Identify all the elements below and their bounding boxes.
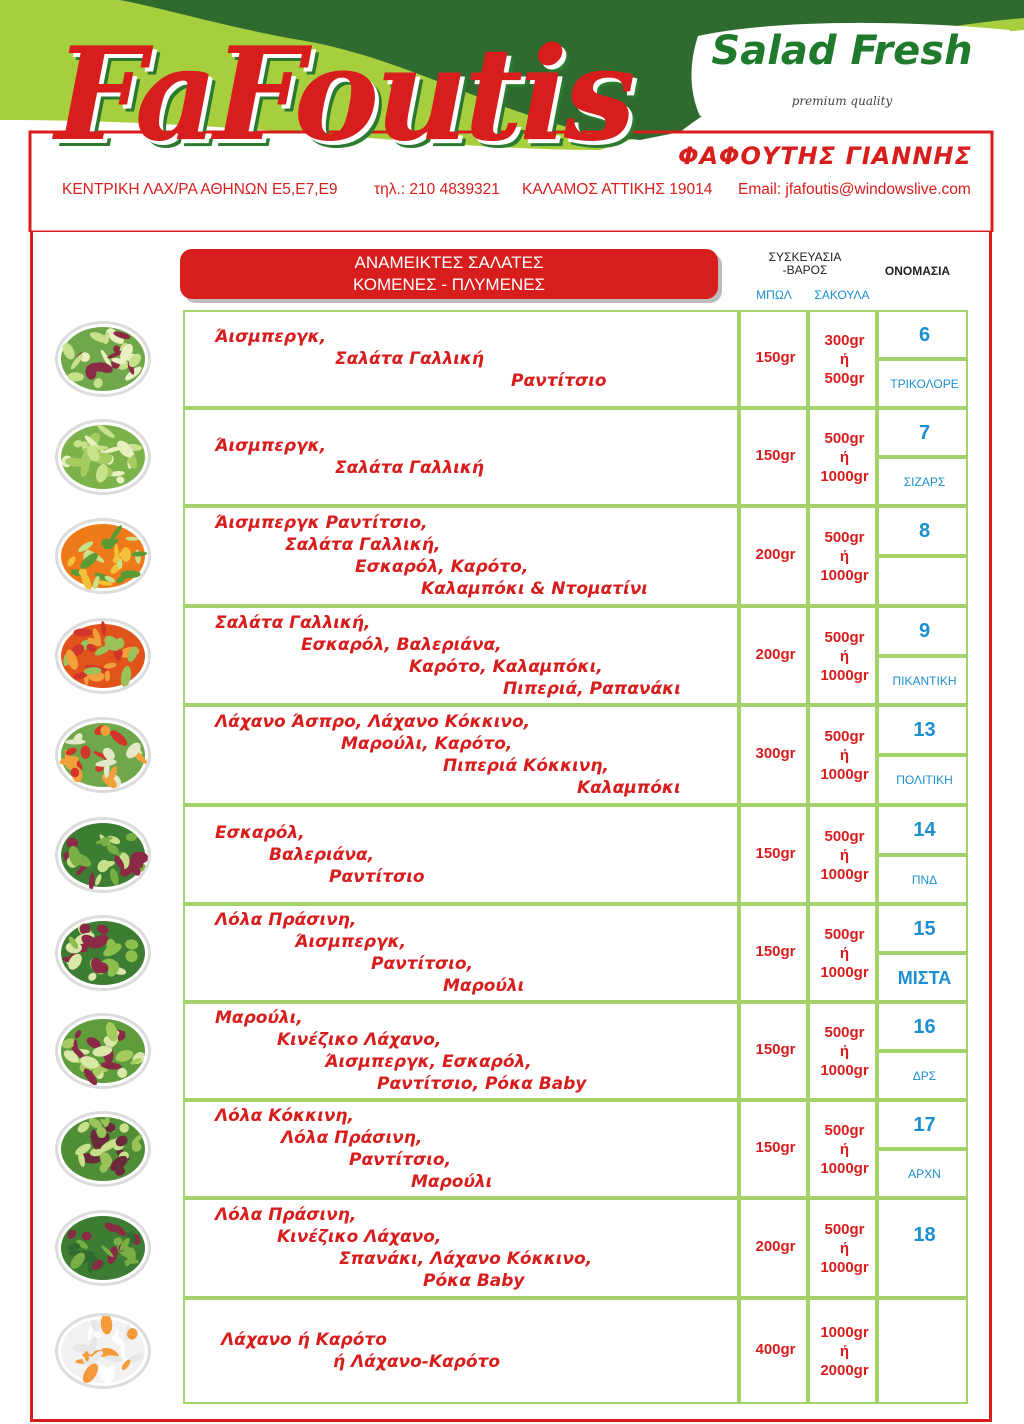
salad-row	[0, 705, 1024, 805]
bowl-weight-cell	[739, 705, 808, 805]
bag-weight-line: 500gr	[824, 370, 865, 387]
ingredient-line: Λόλα Κόκκινη,	[215, 1106, 354, 1126]
salad-description	[183, 705, 739, 805]
salad-code: 16	[913, 1016, 936, 1038]
packaging-header-line1: ΣΥΣΚΕΥΑΣΙΑ	[768, 250, 842, 264]
bag-weight-line: 500gr	[824, 529, 865, 546]
salad-row-cells	[183, 506, 968, 606]
salad-row-cells	[183, 705, 968, 805]
salad-name-label: ΠΝΔ	[911, 872, 938, 887]
label-cell	[877, 855, 968, 905]
salad-code: 18	[913, 1224, 936, 1246]
bag-weight-line: 1000gr	[820, 866, 869, 883]
salad-row-cells	[183, 904, 968, 1002]
ingredient-line: Σαλάτα Γαλλική	[335, 458, 485, 478]
salad-photo-image	[58, 820, 148, 890]
owner-name: ΦΑΦΟΥΤΗΣ ΓΙΑΝΝΗΣ	[678, 142, 972, 170]
bag-weight-line: 300gr	[824, 332, 865, 349]
bag-weight-line: 500gr	[824, 1024, 865, 1041]
salad-photo-image	[58, 720, 148, 790]
salad-row	[0, 1100, 1024, 1198]
bag-weight-cell	[808, 1198, 877, 1298]
salad-photo	[55, 618, 151, 694]
ingredient-line: Καρότο, Καλαμπόκι,	[409, 657, 603, 677]
salad-row	[0, 408, 1024, 506]
label-cell	[877, 1149, 968, 1198]
salad-row-cells	[183, 1002, 968, 1100]
bag-weight-line: 2000gr	[820, 1362, 869, 1379]
salad-description	[183, 1100, 739, 1198]
bowl-weight-cell	[739, 506, 808, 606]
bag-weight-line: 500gr	[824, 629, 865, 646]
salad-name-label: ΔΡΣ	[912, 1069, 937, 1083]
bowl-header: ΜΠΩΛ	[756, 288, 792, 302]
salad-description	[183, 1298, 739, 1404]
salad-description	[183, 606, 739, 705]
bag-weight-cell	[808, 606, 877, 705]
salad-photo-image	[58, 1016, 148, 1086]
salad-photo-image	[58, 1114, 148, 1184]
bowl-weight: 150gr	[755, 1139, 796, 1156]
salad-row-cells	[183, 408, 968, 506]
salad-photo	[55, 321, 151, 397]
salad-row	[0, 310, 1024, 408]
ingredient-line: Εσκαρόλ, Βαλεριάνα,	[301, 635, 502, 655]
salad-fresh-badge	[692, 22, 992, 122]
salad-photo-image	[58, 918, 148, 988]
bowl-weight: 150gr	[755, 1041, 796, 1058]
salad-photo	[55, 1210, 151, 1286]
bag-header: ΣΑΚΟΥΛΑ	[814, 288, 870, 302]
ingredient-line: Λάχανο ή Καρότο	[221, 1330, 387, 1350]
salad-code: 7	[918, 422, 931, 444]
bag-weight-cell	[808, 408, 877, 506]
ingredient-line: Εσκαρόλ, Καρότο,	[355, 557, 529, 577]
code-cell	[877, 805, 968, 855]
ingredient-line: Σαλάτα Γαλλική	[335, 349, 485, 369]
bag-weight-cell	[808, 904, 877, 1002]
ingredient-line: Μαρούλι, Καρότο,	[341, 734, 513, 754]
bag-weight-cell	[808, 1100, 877, 1198]
bowl-weight: 300gr	[755, 745, 796, 762]
salad-photo	[55, 817, 151, 893]
salad-name-label: ΠΟΛΙΤΙΚΗ	[896, 773, 953, 787]
salad-code: 17	[913, 1114, 936, 1136]
bag-weight-line: 500gr	[824, 728, 865, 745]
ingredient-line: Άισμπεργκ,	[215, 327, 327, 347]
bag-weight-line: 1000gr	[820, 567, 869, 584]
brand-subtitle: premium quality	[791, 94, 893, 108]
bowl-weight-cell	[739, 805, 808, 904]
bag-weight-line: 1000gr	[820, 1324, 869, 1341]
phone: τηλ.: 210 4839321	[374, 181, 500, 198]
section-title-line1: ΑΝΑΜΕΙΚΤΕΣ ΣΑΛΑΤΕΣ	[354, 253, 544, 272]
salad-row-cells	[183, 1198, 968, 1298]
packaging-header-line2: -ΒΑΡΟΣ	[782, 263, 828, 277]
salad-name-label: ΤΡΙΚΟΛΟΡΕ	[890, 377, 959, 391]
bag-weight-line: ή	[839, 1240, 850, 1257]
bag-weight-line: ή	[839, 945, 850, 962]
salad-photo	[55, 518, 151, 594]
code-cell	[877, 705, 968, 755]
ingredient-line: Λόλα Πράσινη,	[281, 1128, 423, 1148]
section-title-line2: ΚΟΜΕΝΕΣ - ΠΛΥΜΕΝΕΣ	[352, 275, 546, 294]
salad-code: 8	[918, 520, 931, 542]
code-cell	[877, 408, 968, 457]
salad-description	[183, 1002, 739, 1100]
ingredient-line: Κινέζικο Λάχανο,	[277, 1227, 442, 1247]
salad-row-cells	[183, 1100, 968, 1198]
salad-photo-image	[58, 324, 148, 394]
salad-photo	[55, 1111, 151, 1187]
salad-row	[0, 606, 1024, 705]
bag-weight-line: ή	[839, 847, 850, 864]
bag-weight-line: ή	[839, 1043, 850, 1060]
bag-weight-cell	[808, 1002, 877, 1100]
bowl-weight-cell	[739, 1002, 808, 1100]
bag-weight-line: 1000gr	[820, 766, 869, 783]
town: ΚΑΛΑΜΟΣ ΑΤΤΙΚΗΣ 19014	[522, 181, 713, 198]
bowl-weight-cell	[739, 606, 808, 705]
bag-weight-line: 1000gr	[820, 1259, 869, 1276]
ingredient-line: Μαρούλι,	[215, 1008, 303, 1028]
bag-weight-line: 500gr	[824, 1221, 865, 1238]
salad-row	[0, 1198, 1024, 1298]
ingredient-line: Λάχανο Άσπρο, Λάχανο Κόκκινο,	[215, 712, 531, 732]
bag-weight-line: 1000gr	[820, 964, 869, 981]
salad-photo-image	[58, 621, 148, 691]
contact-line	[30, 181, 1010, 205]
code-cell	[877, 1002, 968, 1051]
salad-description	[183, 1198, 739, 1298]
salad-photo-leaf	[105, 670, 110, 681]
label-cell	[877, 953, 968, 1002]
ingredient-line: Κινέζικο Λάχανο,	[277, 1030, 442, 1050]
bag-weight-line: 1000gr	[820, 1062, 869, 1079]
ingredient-line: Άισμπεργκ,	[295, 932, 407, 952]
code-cell	[877, 1198, 968, 1298]
ingredient-line: Λόλα Πράσινη,	[215, 1205, 357, 1225]
label-cell	[877, 359, 968, 408]
ingredient-line: Ραντίτσιο, Ρόκα Baby	[377, 1074, 587, 1094]
bag-weight-line: 500gr	[824, 828, 865, 845]
label-cell	[877, 457, 968, 506]
email[interactable]: Email: jfafoutis@windowslive.com	[738, 181, 971, 198]
brand-title: Salad Fresh	[711, 28, 973, 74]
salad-photo-image	[58, 521, 148, 591]
salad-row-cells	[183, 310, 968, 408]
salad-row	[0, 1002, 1024, 1100]
label-cell	[877, 1051, 968, 1100]
bowl-weight: 200gr	[755, 1238, 796, 1255]
salad-row-cells	[183, 805, 968, 904]
ingredient-line: Εσκαρόλ,	[215, 823, 305, 843]
code-cell	[877, 1298, 968, 1404]
bowl-weight-cell	[739, 1298, 808, 1404]
section-banner	[180, 249, 718, 299]
salad-description	[183, 805, 739, 904]
bag-weight-cell	[808, 705, 877, 805]
bag-weight-line: ή	[839, 1343, 850, 1360]
salad-code: 6	[918, 324, 931, 346]
salad-row	[0, 1298, 1024, 1404]
bag-weight-cell	[808, 310, 877, 408]
salad-code: 14	[913, 819, 936, 841]
salad-description	[183, 506, 739, 606]
brand-logo: FaFoutis	[55, 20, 632, 170]
ingredient-line: Σαλάτα Γαλλική,	[285, 535, 441, 555]
bag-weight-line: ή	[839, 548, 850, 565]
bag-weight-line: ή	[839, 449, 850, 466]
ingredient-line: Μαρούλι	[411, 1172, 493, 1192]
bag-weight-line: 500gr	[824, 926, 865, 943]
salad-photo-image	[58, 1316, 148, 1386]
salad-code: 13	[913, 719, 936, 741]
bag-weight-cell	[808, 506, 877, 606]
bowl-weight-cell	[739, 1100, 808, 1198]
address: ΚΕΝΤΡΙΚΗ ΛΑΧ/ΡΑ ΑΘΗΝΩΝ Ε5,Ε7,Ε9	[62, 181, 338, 198]
code-cell	[877, 506, 968, 556]
salad-description	[183, 904, 739, 1002]
bowl-weight: 150gr	[755, 845, 796, 862]
packaging-header	[740, 251, 870, 277]
salad-code: 9	[918, 620, 931, 642]
bag-weight-line: ή	[839, 648, 850, 665]
ingredient-line: Άισμπεργκ,	[215, 436, 327, 456]
salad-photo-image	[58, 1213, 148, 1283]
salad-photo	[55, 1313, 151, 1389]
salad-code: 15	[913, 918, 936, 940]
bowl-weight-cell	[739, 310, 808, 408]
label-cell	[877, 556, 968, 606]
ingredient-line: Ρόκα Baby	[423, 1271, 525, 1291]
salad-description	[183, 310, 739, 408]
label-cell	[877, 755, 968, 805]
bowl-weight-cell	[739, 408, 808, 506]
ingredient-line: ή Λάχανο-Καρότο	[333, 1352, 501, 1372]
salad-name-label: ΑΡΧΝ	[908, 1167, 941, 1181]
bowl-weight: 200gr	[755, 546, 796, 563]
code-cell	[877, 310, 968, 359]
ingredient-line: Σπανάκι, Λάχανο Κόκκινο,	[339, 1249, 593, 1269]
bag-weight-line: 1000gr	[820, 667, 869, 684]
salad-photo	[55, 1013, 151, 1089]
ingredient-line: Λόλα Πράσινη,	[215, 910, 357, 930]
bowl-weight-cell	[739, 1198, 808, 1298]
ingredient-line: Βαλεριάνα,	[269, 845, 375, 865]
bowl-weight: 400gr	[755, 1341, 796, 1358]
bag-weight-line: ή	[839, 1141, 850, 1158]
ingredient-line: Ραντίτσιο,	[349, 1150, 452, 1170]
bag-weight-line: ή	[839, 747, 850, 764]
ingredient-line: Ραντίτσιο	[329, 867, 425, 887]
salad-name-label: ΠΙΚΑΝΤΙΚΗ	[892, 673, 957, 688]
salad-name-label: ΜΙΣΤΑ	[897, 968, 952, 988]
bag-weight-line: 500gr	[824, 430, 865, 447]
ingredient-line: Σαλάτα Γαλλική,	[215, 613, 371, 633]
bowl-weight: 150gr	[755, 447, 796, 464]
salad-description	[183, 408, 739, 506]
bag-weight-cell	[808, 805, 877, 904]
salad-row	[0, 805, 1024, 904]
salad-photo	[55, 717, 151, 793]
ingredient-line: Καλαμπόκι	[577, 778, 681, 798]
label-cell	[877, 656, 968, 706]
ingredient-line: Μαρούλι	[443, 976, 525, 996]
bowl-weight: 150gr	[755, 349, 796, 366]
salad-row-cells	[183, 606, 968, 705]
bowl-weight-cell	[739, 904, 808, 1002]
bag-weight-cell	[808, 1298, 877, 1404]
salad-photo	[55, 419, 151, 495]
ingredient-line: Ραντίτσιο,	[371, 954, 474, 974]
code-cell	[877, 904, 968, 953]
ingredient-line: Πιπεριά Κόκκινη,	[443, 756, 609, 776]
salad-photo	[55, 915, 151, 991]
bag-weight-line: 1000gr	[820, 468, 869, 485]
ingredient-line: Άισμπεργκ, Εσκαρόλ,	[325, 1052, 532, 1072]
salad-name-label: ΣΙΖΑΡΣ	[903, 475, 946, 489]
code-cell	[877, 606, 968, 656]
page-header	[0, 0, 1024, 230]
bowl-weight: 150gr	[755, 943, 796, 960]
ingredient-line: Άισμπεργκ Ραντίτσιο,	[215, 513, 428, 533]
ingredient-line: Καλαμπόκι & Ντοματίνι	[421, 579, 648, 599]
name-header: ΟΝΟΜΑΣΙΑ	[884, 264, 951, 278]
ingredient-line: Ραντίτσιο	[511, 371, 607, 391]
bag-weight-line: 500gr	[824, 1122, 865, 1139]
ingredient-line: Πιπεριά, Ραπανάκι	[503, 679, 681, 699]
bowl-weight: 200gr	[755, 646, 796, 663]
code-cell	[877, 1100, 968, 1149]
salad-row-cells	[183, 1298, 968, 1404]
salad-row	[0, 506, 1024, 606]
salad-photo-image	[58, 422, 148, 492]
bag-weight-line: 1000gr	[820, 1160, 869, 1177]
salad-photo-leaf	[73, 628, 92, 636]
salad-row	[0, 904, 1024, 1002]
bag-weight-line: ή	[839, 351, 850, 368]
